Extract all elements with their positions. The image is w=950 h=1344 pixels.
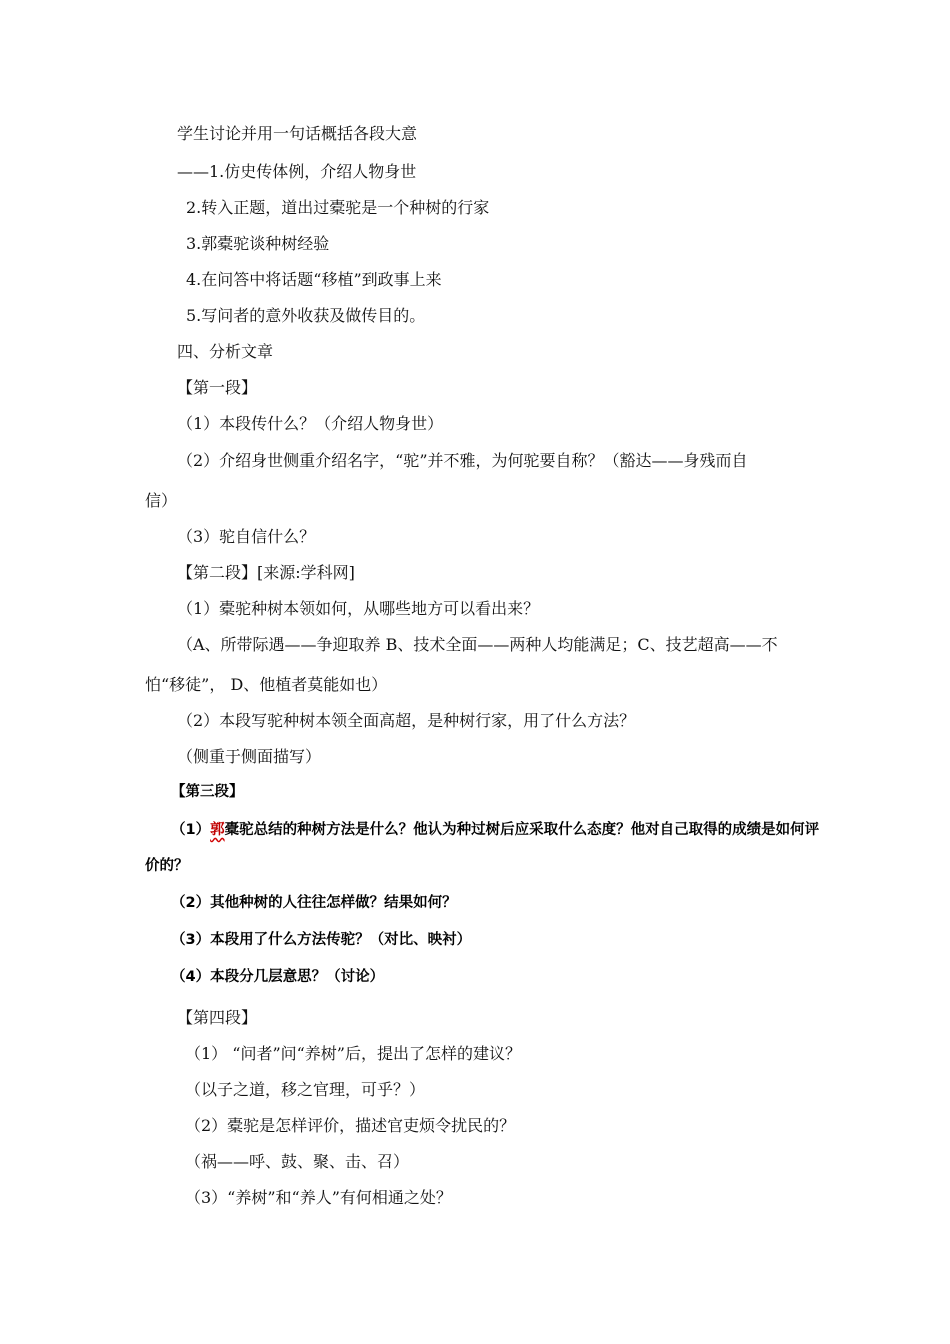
p2-answer-1-cont: 怕“移徒”， D、他植者莫能如也） [145, 675, 388, 694]
p3-question-2: （2）其他种树的人往往怎样做？结果如何？ [171, 895, 457, 911]
p2-answer-1: （A、所带际遇——争迎取养 B、技术全面——两种人均能满足；C、技艺超高——不 [177, 635, 778, 654]
p4-answer-1: （以子之道，移之官理，可乎？） [185, 1080, 426, 1099]
spellcheck-flagged-word: 郭 [210, 822, 225, 838]
p1-question-3: （3）驼自信什么？ [177, 527, 316, 546]
p4-question-3: （3）“养树”和“养人”有何相通之处？ [185, 1188, 452, 1207]
section-heading-analysis: 四、分析文章 [177, 342, 274, 361]
paragraph-2-heading: 【第二段】[来源:学科网] [177, 563, 355, 582]
p1-question-2-cont: 信） [145, 491, 178, 510]
summary-item-5: 5.写问者的意外收获及做传目的。 [186, 306, 426, 325]
p2-question-1: （1）橐驼种树本领如何，从哪些地方可以看出来？ [177, 599, 540, 618]
p3-question-1-number: （1） [171, 822, 211, 838]
summary-item-4: 4.在问答中将话题“移植”到政事上来 [186, 270, 442, 289]
paragraph-1-heading: 【第一段】 [177, 378, 258, 397]
p3-question-4: （4）本段分几层意思？（讨论） [171, 969, 385, 985]
p4-question-2: （2）橐驼是怎样评价，描述官吏烦令扰民的？ [185, 1116, 516, 1135]
p3-question-1-text: 橐驼总结的种树方法是什么？他认为种过树后应采取什么态度？他对自己取得的成绩是如何评 [224, 822, 820, 838]
paragraph-4-heading: 【第四段】 [177, 1008, 258, 1027]
summary-item-3: 3.郭橐驼谈种树经验 [186, 234, 330, 253]
p4-answer-2: （祸——呼、鼓、聚、击、召） [185, 1152, 410, 1171]
summary-item-1: ——1.仿史传体例，介绍人物身世 [177, 162, 417, 181]
p1-question-1: （1）本段传什么？（介绍人物身世） [177, 414, 444, 433]
p2-answer-2: （侧重于侧面描写） [177, 747, 322, 766]
p3-question-3: （3）本段用了什么方法传驼？（对比、映衬） [171, 932, 472, 948]
p3-question-1 [171, 820, 819, 840]
p4-question-1: （1） “问者”问“养树”后，提出了怎样的建议？ [185, 1044, 521, 1063]
summary-item-2: 2.转入正题，道出过橐驼是一个种树的行家 [186, 198, 490, 217]
discussion-prompt: 学生讨论并用一句话概括各段大意 [177, 124, 418, 143]
p1-question-2: （2）介绍身世侧重介绍名字，“驼”并不雅，为何驼要自称？（豁达——身残而自 [177, 451, 748, 470]
p2-question-2: （2）本段写驼种树本领全面高超，是种树行家，用了什么方法？ [177, 711, 636, 730]
p3-question-1-cont: 价的？ [145, 858, 189, 874]
paragraph-3-heading: 【第三段】 [171, 784, 244, 800]
